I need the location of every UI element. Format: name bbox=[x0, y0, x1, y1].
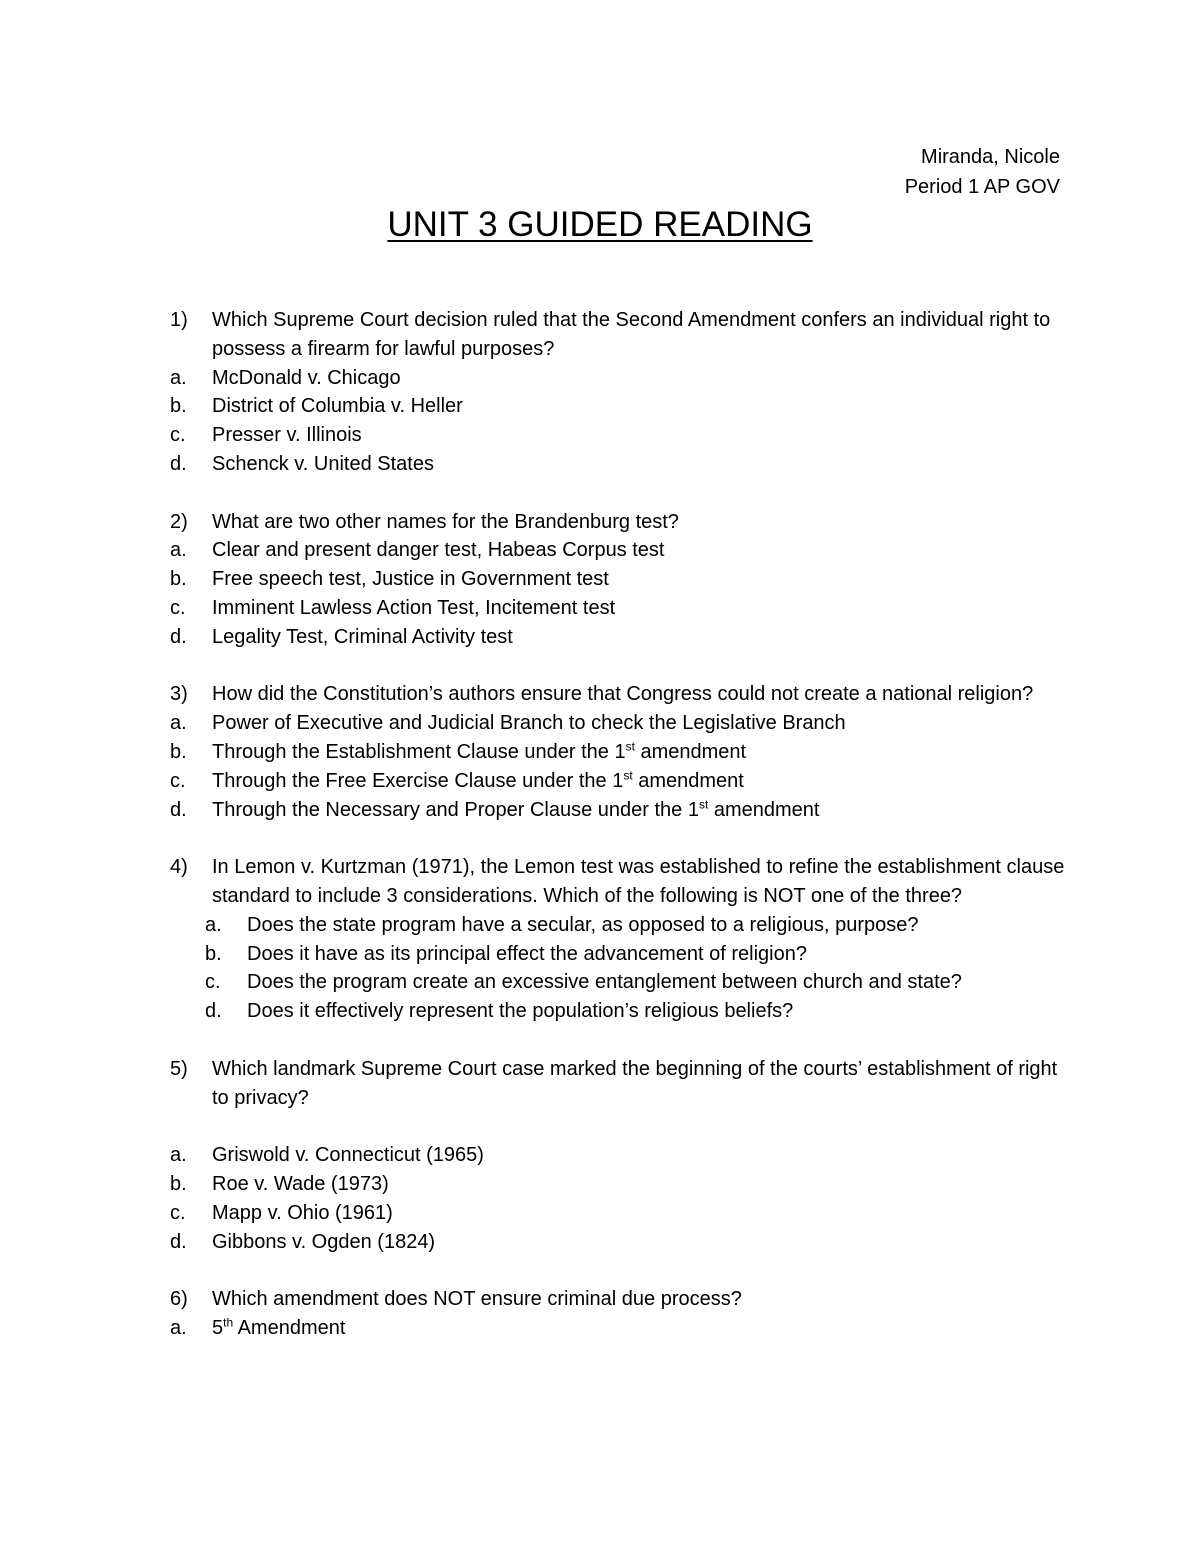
option-text: Roe v. Wade (1973) bbox=[212, 1172, 389, 1195]
option-text: Power of Executive and Judicial Branch to check the Legislative Branch bbox=[212, 712, 846, 735]
option-text: Legality Test, Criminal Activity test bbox=[212, 625, 513, 648]
answer-option bbox=[170, 392, 1070, 421]
option-text bbox=[212, 796, 1070, 825]
option-text bbox=[212, 1314, 1070, 1343]
option-letter: a. bbox=[170, 1316, 187, 1339]
option-text: Does it have as its principal effect the advancement of religion? bbox=[247, 942, 807, 965]
class-period: Period 1 AP GOV bbox=[904, 176, 1060, 198]
question-list bbox=[170, 306, 1070, 1371]
option-letter: c. bbox=[170, 596, 186, 619]
option-text-main: Through the Free Exercise Clause under the 1 bbox=[212, 769, 624, 792]
answer-option bbox=[170, 1199, 1070, 1228]
question-number: 3) bbox=[170, 683, 188, 706]
question-text: In Lemon v. Kurtzman (1971), the Lemon test was established to refine the establishment clause standard to include 3 considerations. Which of the following is NOT one of the three? bbox=[212, 856, 1065, 907]
answer-option bbox=[170, 594, 1070, 623]
question-6 bbox=[170, 1285, 1070, 1343]
question-number: 6) bbox=[170, 1288, 188, 1311]
option-text-tail: amendment bbox=[634, 740, 747, 763]
option-letter: a. bbox=[170, 1144, 187, 1167]
answer-option bbox=[170, 738, 1070, 767]
option-letter: b. bbox=[170, 568, 187, 591]
answer-option bbox=[170, 968, 1070, 997]
option-text: Does it effectively represent the population’s religious beliefs? bbox=[247, 1000, 794, 1023]
option-text-main: Through the Necessary and Proper Clause under the 1 bbox=[212, 798, 699, 821]
answer-option bbox=[170, 565, 1070, 594]
answer-option bbox=[170, 709, 1070, 738]
option-text-main: 5 bbox=[212, 1316, 224, 1339]
question-text: What are two other names for the Brandenburg test? bbox=[212, 510, 679, 533]
student-name: Miranda, Nicole bbox=[921, 146, 1060, 168]
option-letter: c. bbox=[205, 971, 221, 994]
question-3 bbox=[170, 680, 1070, 824]
question-stem bbox=[170, 853, 1070, 911]
option-letter: b. bbox=[205, 942, 222, 965]
question-2 bbox=[170, 508, 1070, 652]
answer-option bbox=[170, 767, 1070, 796]
page-title: UNIT 3 GUIDED READING bbox=[387, 205, 813, 244]
answer-option bbox=[170, 364, 1070, 393]
option-text: Does the program create an excessive entanglement between church and state? bbox=[247, 971, 962, 994]
question-stem bbox=[170, 1055, 1070, 1113]
answer-option bbox=[170, 421, 1070, 450]
option-text: Free speech test, Justice in Government test bbox=[212, 568, 609, 591]
answer-option bbox=[170, 1141, 1070, 1170]
blank-line bbox=[170, 1112, 1070, 1141]
question-text: Which amendment does NOT ensure criminal due process? bbox=[212, 1288, 742, 1311]
option-text bbox=[212, 738, 1070, 767]
question-number: 4) bbox=[170, 856, 188, 879]
question-number: 1) bbox=[170, 309, 188, 331]
option-letter: b. bbox=[170, 395, 187, 418]
question-5 bbox=[170, 1055, 1070, 1257]
option-letter: d. bbox=[170, 452, 187, 475]
answer-option bbox=[170, 1314, 1070, 1343]
option-text-tail: amendment bbox=[708, 798, 820, 821]
option-text: Gibbons v. Ogden (1824) bbox=[212, 1230, 436, 1253]
option-text: Imminent Lawless Action Test, Incitement test bbox=[212, 596, 616, 619]
option-text-tail: Amendment bbox=[233, 1316, 346, 1339]
ordinal-suffix: th bbox=[223, 1315, 234, 1330]
question-number: 5) bbox=[170, 1057, 188, 1080]
option-letter: d. bbox=[205, 1000, 222, 1023]
answer-option bbox=[170, 623, 1070, 652]
option-text: Presser v. Illinois bbox=[212, 424, 362, 447]
option-text: Schenck v. United States bbox=[212, 452, 434, 475]
option-text: McDonald v. Chicago bbox=[212, 366, 401, 389]
question-stem bbox=[170, 306, 1070, 364]
option-text: Does the state program have a secular, as opposed to a religious, purpose? bbox=[247, 913, 919, 936]
option-letter: a. bbox=[170, 539, 187, 562]
option-letter: d. bbox=[170, 625, 187, 648]
option-text: Griswold v. Connecticut (1965) bbox=[212, 1144, 484, 1167]
answer-option bbox=[170, 1170, 1070, 1199]
option-text: District of Columbia v. Heller bbox=[212, 395, 463, 418]
answer-option bbox=[170, 940, 1070, 969]
option-text-main: Through the Establishment Clause under the 1 bbox=[212, 740, 626, 763]
ordinal-suffix: st bbox=[698, 796, 709, 811]
answer-option bbox=[170, 796, 1070, 825]
option-letter: a. bbox=[170, 366, 187, 389]
question-stem bbox=[170, 508, 1070, 537]
ordinal-suffix: st bbox=[625, 739, 635, 754]
ordinal-suffix: st bbox=[623, 768, 633, 783]
option-letter: c. bbox=[170, 424, 186, 447]
option-letter: d. bbox=[170, 1230, 187, 1253]
answer-option bbox=[170, 536, 1070, 565]
option-letter: a. bbox=[205, 913, 222, 936]
option-text bbox=[212, 767, 1070, 796]
question-text: How did the Constitution’s authors ensure that Congress could not create a national religion? bbox=[212, 683, 1034, 706]
question-text: Which Supreme Court decision ruled that the Second Amendment confers an individual right to possess a firearm for lawful purposes? bbox=[212, 309, 1051, 360]
option-letter: c. bbox=[170, 1201, 186, 1224]
question-number: 2) bbox=[170, 510, 188, 533]
option-text: Clear and present danger test, Habeas Corpus test bbox=[212, 539, 665, 562]
option-text-tail: amendment bbox=[632, 769, 744, 792]
option-letter: c. bbox=[170, 769, 186, 792]
question-stem bbox=[170, 680, 1070, 709]
answer-option bbox=[170, 997, 1070, 1026]
option-letter: b. bbox=[170, 740, 187, 763]
option-letter: a. bbox=[170, 712, 187, 735]
option-text: Mapp v. Ohio (1961) bbox=[212, 1201, 393, 1224]
answer-option bbox=[170, 450, 1070, 479]
student-header bbox=[905, 142, 1060, 202]
answer-option bbox=[170, 1228, 1070, 1257]
question-stem bbox=[170, 1285, 1070, 1314]
question-text: Which landmark Supreme Court case marked the beginning of the courts’ establishment of right to privacy? bbox=[212, 1057, 1058, 1109]
answer-option bbox=[170, 911, 1070, 940]
question-1 bbox=[170, 306, 1070, 479]
option-letter: b. bbox=[170, 1172, 187, 1195]
question-4 bbox=[170, 853, 1070, 1026]
option-letter: d. bbox=[170, 798, 187, 821]
